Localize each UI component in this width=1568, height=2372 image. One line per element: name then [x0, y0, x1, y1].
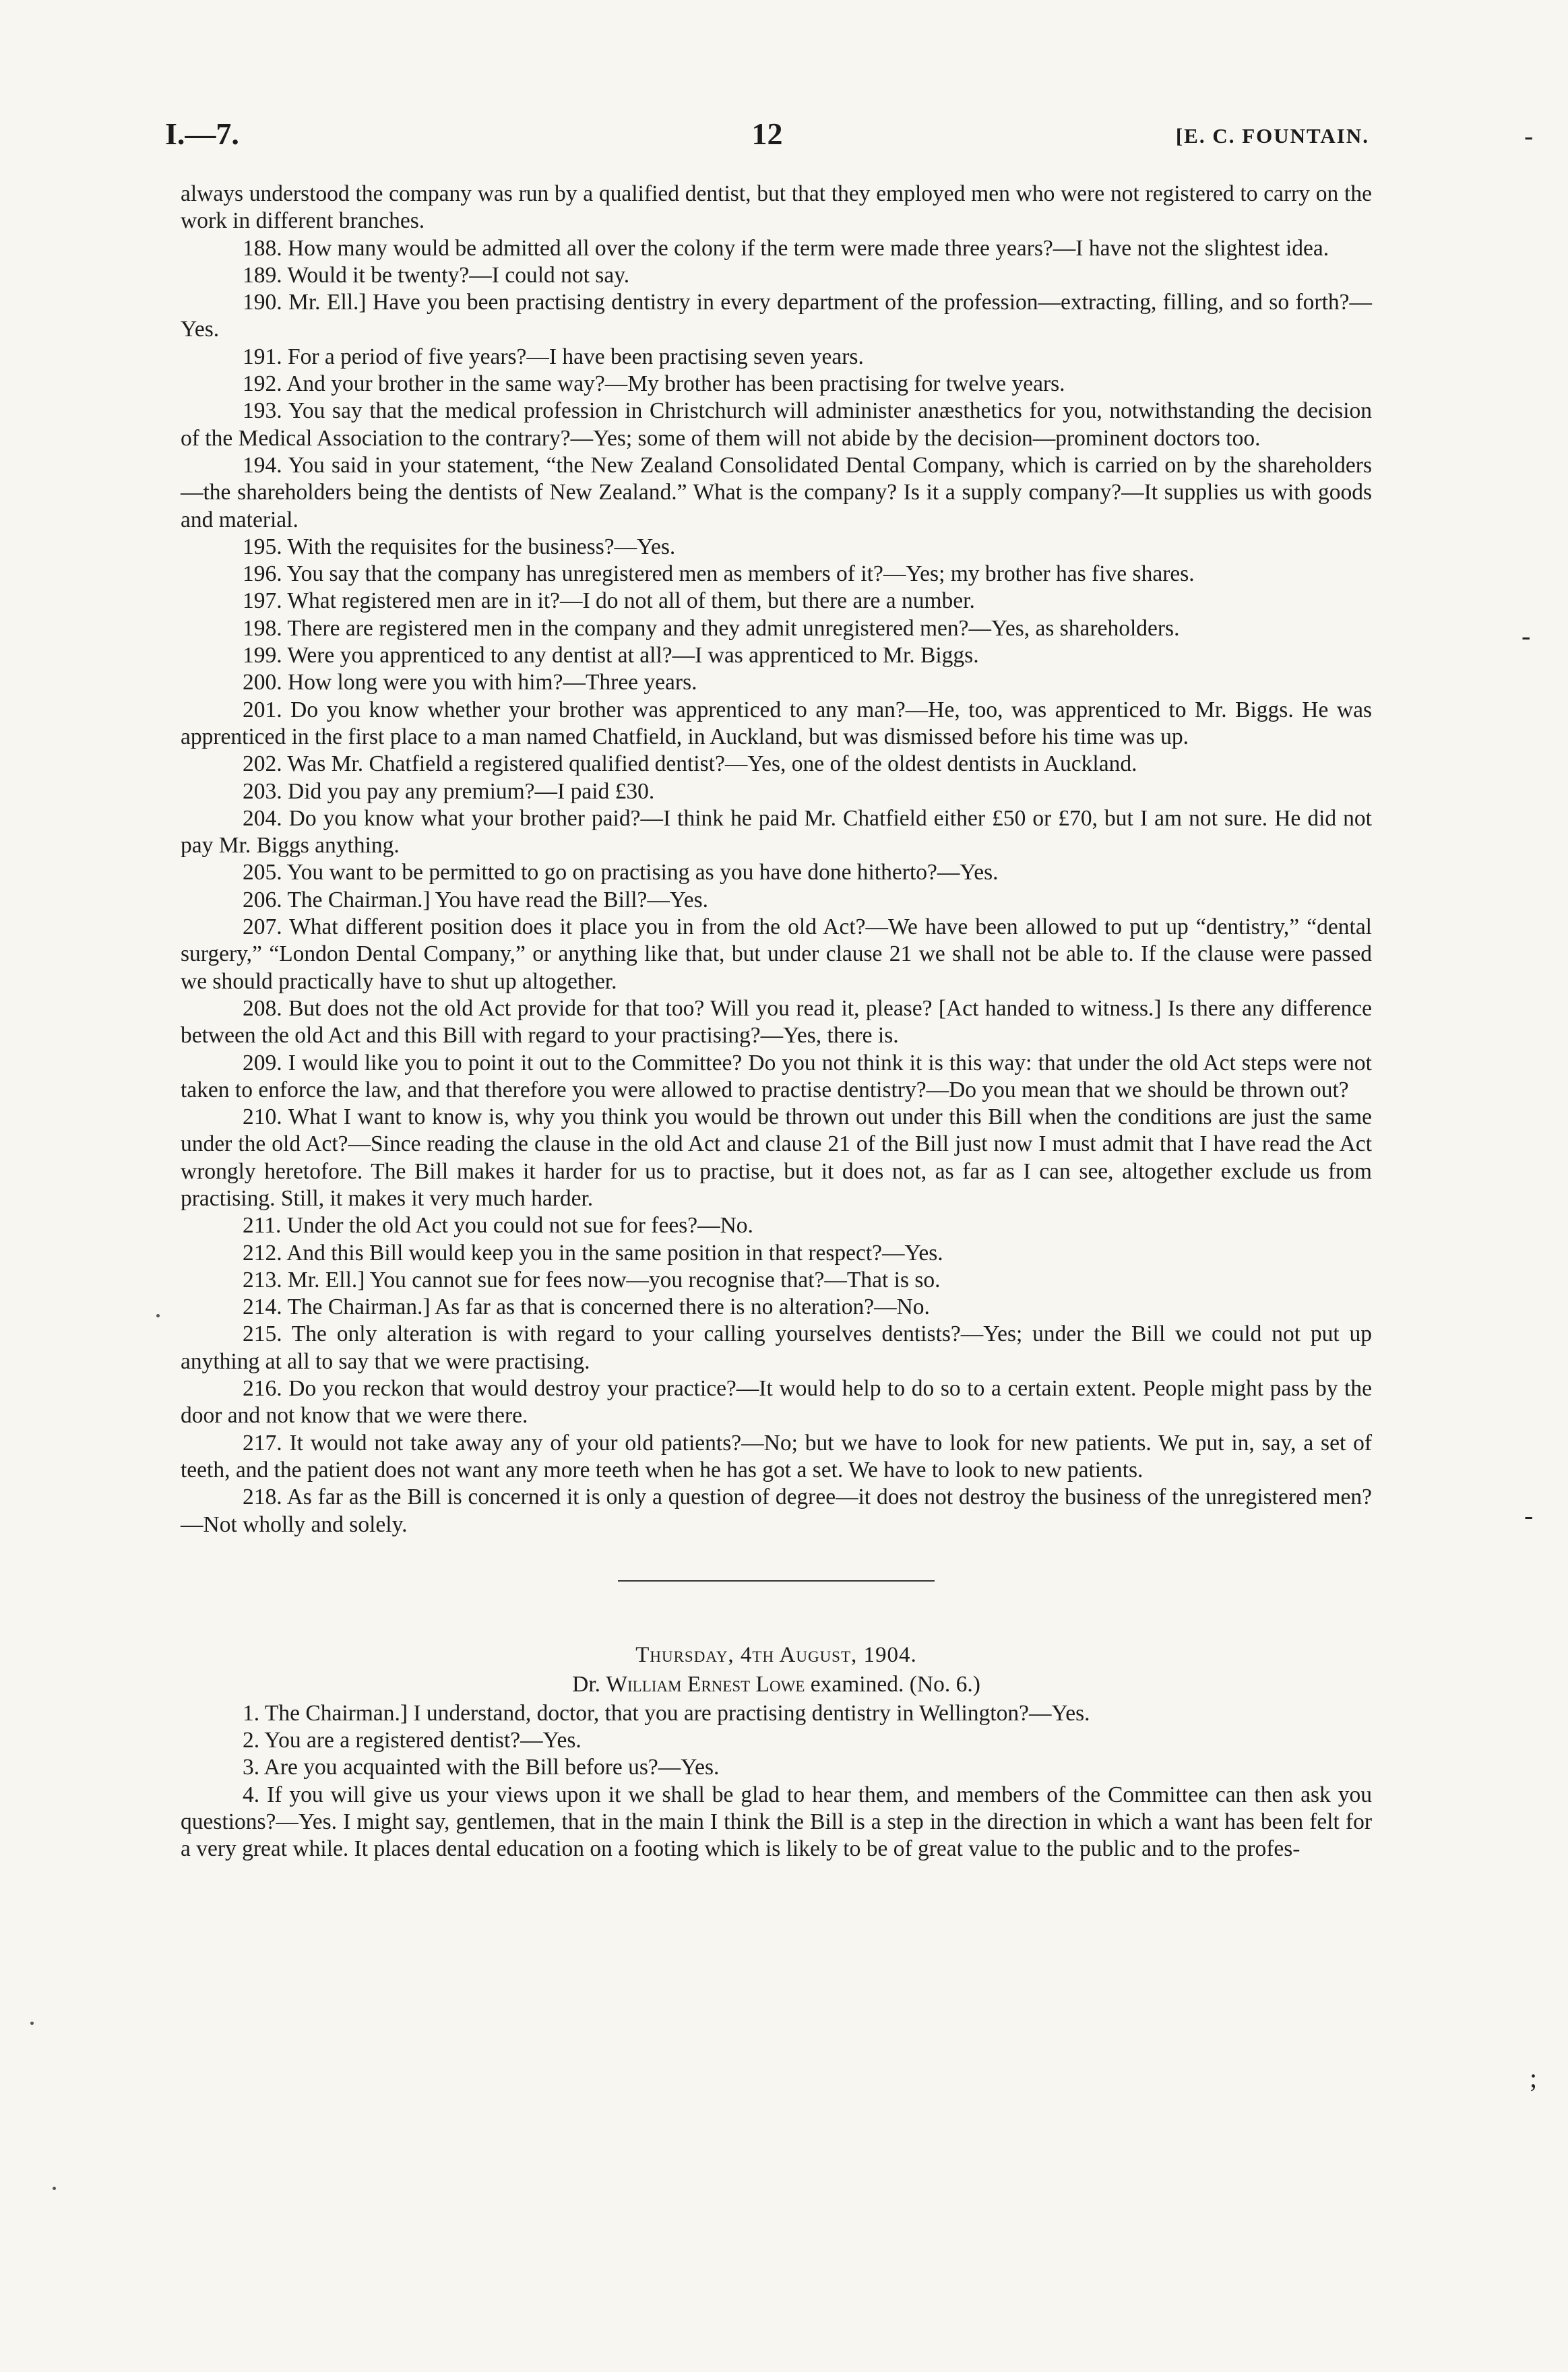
paragraph: 211. Under the old Act you could not sue for fees?—No. [243, 1213, 753, 1239]
paper-reference: I.—7. [165, 117, 239, 151]
paragraph: 207. What different position does it place you in from the old Act?—We have been allowed to put up “dentistry,” “dental surgery,” “London Dental Company,” or anything like that, but under clause 21 we shall not be able to. If the clause were passed we should practically have to shut up altogether. [181, 914, 1372, 994]
paragraph: 212. And this Bill would keep you in the same position in that respect?—Yes. [243, 1240, 943, 1266]
witness-running-head: [E. C. FOUNTAIN. [1175, 124, 1369, 148]
paragraph: 196. You say that the company has unregistered men as members of it?—Yes; my brother has five shares. [243, 561, 1195, 587]
paragraph: 4. If you will give us your views upon it we shall be glad to hear them, and members of the Committee can then ask you questions?—Yes. I might say, gentlemen, that in the main I think the Bill is a step in the direction in which a want has been felt for a very great while. It places dental education on a footing which is likely to be of great value to the public and to the profes- [181, 1782, 1372, 1862]
paragraph: 210. What I want to know is, why you think you would be thrown out under this Bill when the conditions are just the same under the old Act?—Since reading the clause in the old Act and clause 21 of the Bill just now I must admit that I have read the Act wrongly heretofore. The Bill makes it harder for us to practise, but it does not, as far as I can see, altogether exclude us from practising. Still, it makes it very much harder. [181, 1104, 1372, 1211]
paragraph: 199. Were you apprenticed to any dentist at all?—I was apprenticed to Mr. Biggs. [243, 643, 979, 668]
page-header [165, 116, 1369, 156]
paragraph: 190. Mr. Ell.] Have you been practising dentistry in every department of the profession—extracting, filling, and so forth?—Yes. [181, 290, 1372, 342]
section-divider [618, 1580, 935, 1582]
paragraph: 216. Do you reckon that would destroy your practice?—It would help to do so to a certain extent. People might pass by the door and not know that we were there. [181, 1376, 1372, 1429]
paragraph: 191. For a period of five years?—I have been practising seven years. [243, 344, 864, 369]
speck [156, 1314, 160, 1317]
paragraph: 204. Do you know what your brother paid?—I think he paid Mr. Chatfield either £50 or £70, but I am not sure. He did not pay Mr. Biggs anything. [181, 805, 1372, 859]
paragraph: 209. I would like you to point it out to the Committee? Do you not think it is this way: that under the old Act steps were not taken to enforce the law, and that therefore you were allowed to practise dentistry?—Do you mean that we should be thrown out? [181, 1050, 1372, 1102]
paragraph: 188. How many would be admitted all over the colony if the term were made three years?—I have not the slightest idea. [243, 235, 1329, 261]
paragraph: 198. There are registered men in the company and they admit unregistered men?—Yes, as shareholders. [243, 615, 1180, 641]
session-date [181, 1641, 1372, 1669]
paragraph: 197. What registered men are in it?—I do not all of them, but there are a number. [243, 588, 975, 614]
paragraph: 194. You said in your statement, “the New Zealand Consolidated Dental Company, which is carried on by the shareholders—the shareholders being the dentists of New Zealand.” What is the company? Is it a supply company?—It supplies us with goods and material. [181, 452, 1372, 532]
paragraph: 218. As far as the Bill is concerned it is only a question of degree—it does not destroy the business of the unregistered men?—Not wholly and solely. [181, 1485, 1372, 1537]
paragraph: 208. But does not the old Act provide for that too? Will you read it, please? [Act handed to witness.] Is there any difference between the old Act and this Bill with regard to your practising?—Yes, there is. [181, 995, 1372, 1049]
witness-heading [181, 1669, 1372, 1700]
margin-mark: - [1524, 1500, 1534, 1530]
paragraph: 215. The only alteration is with regard to your calling yourselves dentists?—Yes; under the Bill we could not put up anything at all to say that we were practising. [181, 1321, 1372, 1374]
paragraph: 189. Would it be twenty?—I could not say. [243, 262, 630, 288]
paragraph: 203. Did you pay any premium?—I paid £30. [243, 778, 655, 804]
margin-mark: ; [1530, 2063, 1538, 2093]
paragraph: 213. Mr. Ell.] You cannot sue for fees now—you recognise that?—That is so. [243, 1267, 941, 1292]
paragraph: 214. The Chairman.] As far as that is concerned there is no alteration?—No. [243, 1294, 930, 1320]
speck [30, 2022, 34, 2025]
paragraph: 3. Are you acquainted with the Bill before us?—Yes. [243, 1755, 720, 1780]
paragraph: 217. It would not take away any of your old patients?—No; but we have to look for new patients. We put in, say, a set of teeth, and the patient does not want any more teeth when he has got a set. We have to look to new patients. [181, 1430, 1372, 1482]
witness-name: William Ernest Lowe [606, 1671, 805, 1697]
paragraph: 205. You want to be permitted to go on practising as you have done hitherto?—Yes. [243, 860, 999, 885]
paragraph: 206. The Chairman.] You have read the Bill?—Yes. [243, 887, 709, 912]
page-number: 12 [751, 117, 783, 151]
witness-title: Dr. [572, 1671, 606, 1697]
paragraph: 195. With the requisites for the business?—Yes. [243, 534, 676, 559]
speck [53, 2187, 56, 2190]
paragraph: 201. Do you know whether your brother was apprenticed to any man?—He, too, was apprenticed to Mr. Biggs. He was apprenticed in the first place to a man named Chatfield, in Auckland, but was dismissed before his time was up. [181, 697, 1372, 749]
paragraph: 193. You say that the medical profession in Christchurch will administer anæsthetics for you, notwithstanding the decision of the Medical Association to the contrary?—Yes; some of them will not abide by the decision—prominent doctors too. [181, 398, 1372, 451]
paragraph: 202. Was Mr. Chatfield a registered qualified dentist?—Yes, one of the oldest dentists in Auckland. [243, 751, 1137, 777]
paragraph: always understood the company was run by a qualified dentist, but that they employed men who were not registered to carry on the work in different branches. [181, 181, 1372, 234]
margin-mark: - [1522, 621, 1531, 651]
witness-suffix: examined. (No. 6.) [805, 1671, 980, 1697]
paragraph: 1. The Chairman.] I understand, doctor, that you are practising dentistry in Wellington?—Yes. [243, 1700, 1090, 1726]
paragraph: 200. How long were you with him?—Three years. [243, 670, 697, 695]
margin-mark: - [1524, 121, 1534, 151]
session-date-text: Thursday, 4th August, 1904. [635, 1642, 917, 1667]
paragraph: 192. And your brother in the same way?—My brother has been practising for twelve years. [243, 371, 1065, 397]
page-body [181, 181, 1372, 1863]
paragraph: 2. You are a registered dentist?—Yes. [243, 1728, 582, 1753]
